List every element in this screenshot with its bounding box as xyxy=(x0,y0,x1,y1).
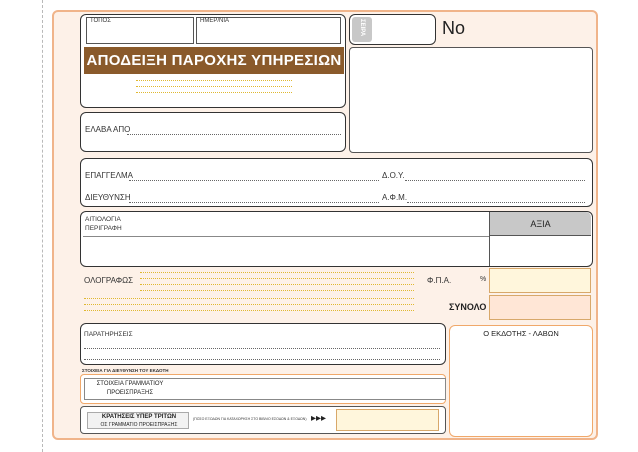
perforation-line xyxy=(42,0,43,452)
tax-office-line[interactable] xyxy=(405,180,585,181)
in-words-dots-6 xyxy=(84,304,414,305)
signature-box[interactable] xyxy=(449,325,593,437)
remarks-label: ΠΑΡΑΤΗΡΗΣΕΙΣ xyxy=(84,331,133,338)
description-label: ΠΕΡΙΓΡΑΦΗ xyxy=(85,225,122,232)
title-banner xyxy=(84,47,344,74)
reason-label: ΑΙΤΙΟΛΟΓΙΑ xyxy=(85,216,121,223)
title-dots-1 xyxy=(136,80,292,81)
in-words-dots-2 xyxy=(140,278,414,279)
in-words-dots-1 xyxy=(140,272,414,273)
vat-label: Φ.Π.Α. xyxy=(427,276,452,285)
total-amount-field[interactable] xyxy=(489,295,591,320)
printer-details-field xyxy=(84,378,446,400)
place-label: ΤΟΠΟΣ xyxy=(90,18,111,24)
document-title: ΑΠΟΔΕΙΞΗ ΠΑΡΟΧΗΣ ΥΠΗΡΕΣΙΩΝ xyxy=(86,52,342,69)
total-label: ΣΥΝΟΛΟ xyxy=(449,302,487,312)
date-label: ΗΜΕΡ/ΝΙΑ xyxy=(200,18,230,24)
received-from-box[interactable] xyxy=(80,112,346,152)
date-field[interactable] xyxy=(196,17,341,44)
issuer-section-title: ΣΤΟΙΧΕΙΑ ΓΙΑ ΔΙΕΥΘΥΝΣΗ ΤΟΥ ΕΚΔΟΤΗ xyxy=(82,368,169,373)
withholding-amount-field[interactable] xyxy=(336,409,439,431)
number-label: No xyxy=(442,18,466,38)
address-label: ΔΙΕΥΘΥΝΣΗ xyxy=(85,193,131,202)
place-field[interactable] xyxy=(86,17,194,44)
series-field[interactable] xyxy=(349,14,436,45)
description-table xyxy=(80,211,593,267)
value-header: ΑΞΙΑ xyxy=(490,212,591,236)
withholding-note: (ΠΟΣΟ ΕΞΟΔΩΝ ΓΙΑ ΚΑΤΑΧΩΡΗΣΗ ΣΤΟ ΒΙΒΛΙΟ ΕΣΟΔΩΝ & ΕΞΟΔΩΝ) xyxy=(193,417,307,421)
title-dots-3 xyxy=(136,92,292,93)
printer-line-2: ΠΡΟΕΙΣΠΡΑΞΗΣ xyxy=(106,390,154,396)
received-from-label: ΕΛΑΒΑ ΑΠΟ xyxy=(85,125,131,134)
printer-line-1: ΣΤΟΙΧΕΙΑ ΓΡΑΜΜΑΤΙΟΥ xyxy=(96,381,164,387)
vat-amount-field[interactable] xyxy=(489,268,591,293)
received-from-line xyxy=(127,134,341,135)
address-line[interactable] xyxy=(129,202,379,203)
tax-office-label: Δ.Ο.Υ. xyxy=(382,171,405,180)
withholding-title: ΚΡΑΤΗΣΕΙΣ ΥΠΕΡ ΤΡΙΤΩΝ xyxy=(101,414,177,420)
series-label: ΣΕΙΡΑ xyxy=(359,19,365,37)
in-words-dots-4 xyxy=(140,290,414,291)
profession-label: ΕΠΑΓΓΕΛΜΑ xyxy=(85,171,133,180)
customer-box xyxy=(80,158,593,207)
in-words-dots-3 xyxy=(140,284,414,285)
in-words-dots-7 xyxy=(84,310,414,311)
value-column[interactable] xyxy=(489,212,592,266)
remarks-line-2 xyxy=(84,359,440,360)
vat-percent-sign: % xyxy=(480,276,487,283)
vat-number-label: Α.Φ.Μ. xyxy=(382,193,408,202)
issuer-details-box[interactable] xyxy=(80,374,446,404)
profession-line[interactable] xyxy=(129,180,379,181)
remarks-box[interactable] xyxy=(80,323,446,365)
arrow-icons: ▸▸▸ xyxy=(311,413,327,424)
series-tab xyxy=(352,17,372,42)
remarks-line-1 xyxy=(84,348,440,349)
title-dots-2 xyxy=(136,86,292,87)
table-row-divider xyxy=(83,236,489,237)
withholding-title-box xyxy=(87,412,189,429)
signature-label: Ο ΕΚΔΟΤΗΣ - ΛΑΒΩΝ xyxy=(483,329,559,338)
stamp-area[interactable] xyxy=(349,47,593,153)
vat-number-line[interactable] xyxy=(407,202,585,203)
in-words-dots-5 xyxy=(84,298,414,299)
withholding-box xyxy=(80,406,446,434)
withholding-subtitle: ΟΣ ΓΡΑΜΜΑΤΙΟ ΠΡΟΕΙΣΠΡΑΞΗΣ xyxy=(100,422,178,428)
in-words-label: ΟΛΟΓΡΑΦΩΣ xyxy=(84,276,134,285)
